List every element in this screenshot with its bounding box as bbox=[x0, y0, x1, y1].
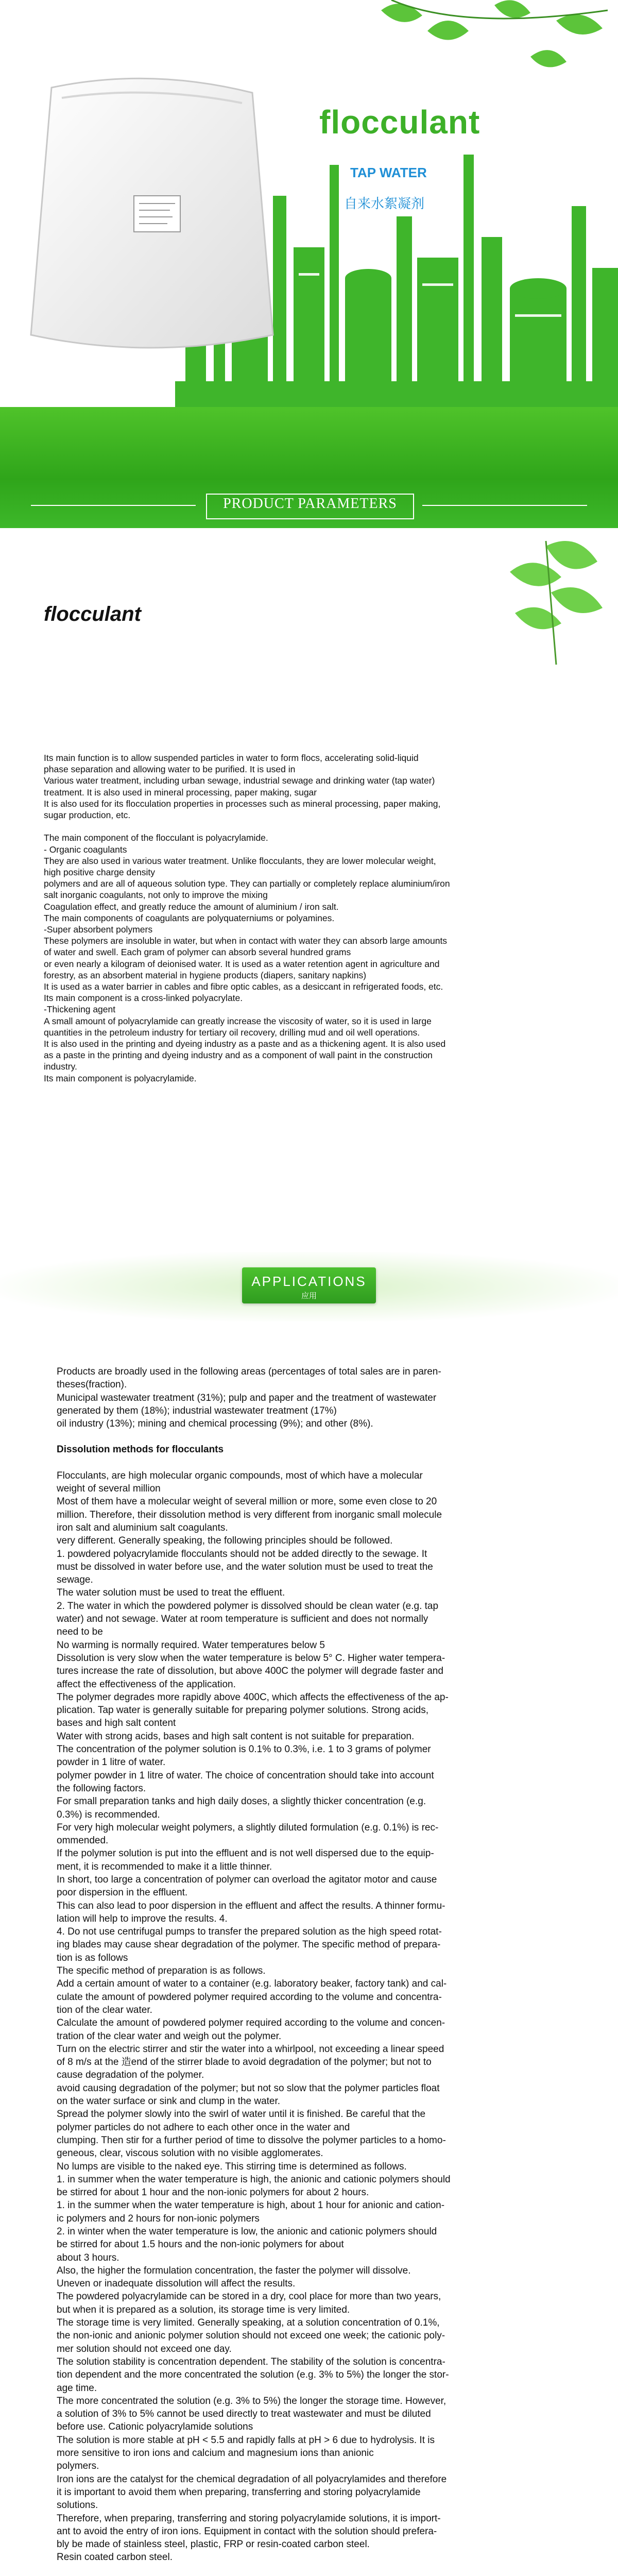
text-line: Its main component is a cross-linked polyacrylate. bbox=[44, 993, 243, 1004]
text-line: before use. Cationic polyacrylamide solutions bbox=[57, 2421, 253, 2433]
text-line: of 8 m/s at the 造end of the stirrer blade to avoid degradation of the polymer; but not to bbox=[57, 2057, 432, 2068]
text-line: Municipal wastewater treatment (31%); pulp and paper and the treatment of wastewater bbox=[57, 1392, 437, 1403]
subsection-heading: Dissolution methods for flocculants bbox=[57, 1444, 224, 1455]
text-line: It is also used in the printing and dyeing industry as a paste and as a thickening agent. It is also used bbox=[44, 1039, 446, 1049]
text-line: No warming is normally required. Water temperatures below 5 bbox=[57, 1639, 325, 1651]
text-line: need to be bbox=[57, 1626, 103, 1638]
spacer bbox=[57, 1430, 572, 1443]
text-line: Various water treatment, including urban sewage, industrial sewage and drinking water (tap water) bbox=[44, 775, 435, 786]
text-line: They are also used in various water treatment. Unlike flocculants, they are lower molecular weight, bbox=[44, 855, 436, 866]
text-line: treatment. It is also used in mineral processing, paper making, sugar bbox=[44, 787, 317, 798]
text-line: ment, it is recommended to make it a little thinner. bbox=[57, 1861, 272, 1872]
text-line: a solution of 3% to 5% cannot be used directly to treat wastewater and must be diluted bbox=[57, 2409, 431, 2420]
band-divider-right bbox=[422, 505, 587, 506]
text-line: polymer particles do not adhere to each other once in the water and bbox=[57, 2122, 350, 2133]
band-divider-left bbox=[31, 505, 196, 506]
text-line: Add a certain amount of water to a container (e.g. laboratory beaker, factory tank) and cal- bbox=[57, 1978, 447, 1990]
description-text bbox=[44, 752, 585, 1084]
text-line: culate the amount of powdered polymer required according to the volume and concentra- bbox=[57, 1991, 442, 2003]
spacer bbox=[57, 1456, 572, 1469]
text-line: plication. Tap water is generally suitable for preparing polymer solutions. Strong acids, bbox=[57, 1705, 429, 1716]
text-line: 2. in winter when the water temperature is low, the anionic and cationic polymers should bbox=[57, 2226, 437, 2237]
text-line: The more concentrated the solution (e.g. 3% to 5%) the longer the storage time. However, bbox=[57, 2395, 447, 2406]
text-line: powder in 1 litre of water. bbox=[57, 1757, 166, 1768]
text-line: cause degradation of the polymer. bbox=[57, 2070, 204, 2081]
text-line: Calculate the amount of powdered polymer required according to the volume and concen- bbox=[57, 2018, 445, 2029]
text-line: million. Therefore, their dissolution method is very different from inorganic small molecule bbox=[57, 1509, 442, 1520]
text-line: polymers and are all of aqueous solution type. They can partially or completely replace aluminium/iron bbox=[44, 878, 450, 889]
text-line: polymers. bbox=[57, 2461, 99, 2472]
product-parameters-title: PRODUCT PARAMETERS bbox=[223, 496, 397, 512]
text-line: or even nearly a kilogram of deionised water. It is used as a water retention agent in agriculture and bbox=[44, 958, 440, 969]
product-bag-image bbox=[15, 57, 283, 366]
text-line: very different. Generally speaking, the following principles should be followed. bbox=[57, 1535, 393, 1547]
text-line: be stirred for about 1.5 hours and the non-ionic polymers for about bbox=[57, 2239, 344, 2250]
text-line: Flocculants, are high molecular organic compounds, most of which have a molecular bbox=[57, 1470, 423, 1481]
text-line: 4. Do not use centrifugal pumps to transfer the prepared solution as the high speed rotat- bbox=[57, 1926, 442, 1938]
text-line: water) and not sewage. Water at room temperature is sufficient and does not normally bbox=[57, 1614, 428, 1625]
text-line: mer solution should not exceed one day. bbox=[57, 2343, 232, 2354]
text-line: ic polymers and 2 hours for non-ionic polymers bbox=[57, 2213, 260, 2224]
text-line: weight of several million bbox=[57, 1483, 161, 1495]
text-line: it is important to avoid them when preparing, transferring and storing polyacrylamide bbox=[57, 2486, 421, 2498]
text-line: theses(fraction). bbox=[57, 1379, 127, 1391]
text-line: Resin coated carbon steel. bbox=[57, 2552, 173, 2563]
text-line: but when it is prepared as a solution, its storage time is very limited. bbox=[57, 2304, 350, 2315]
text-line: the following factors. bbox=[57, 1783, 146, 1794]
text-line: polymer powder in 1 litre of water. The choice of concentration should take into account bbox=[57, 1770, 434, 1781]
text-line: tures increase the rate of dissolution, but above 400C the polymer will degrade faster and bbox=[57, 1666, 443, 1677]
text-line: Uneven or inadequate dissolution will affect the results. bbox=[57, 2278, 296, 2290]
text-line: The solution is more stable at pH < 5.5 and rapidly falls at pH > 6 due to hydrolysis. It is bbox=[57, 2434, 435, 2446]
text-line: -Super absorbent polymers bbox=[44, 924, 153, 935]
text-line: Iron ions are the catalyst for the chemical degradation of all polyacrylamides and therefore bbox=[57, 2473, 447, 2485]
text-line: forestry, as an absorbent material in hygiene products (diapers, sanitary napkins) bbox=[44, 970, 367, 980]
text-line: This can also lead to poor dispersion in the effluent and affect the results. A thinner formu- bbox=[57, 1900, 445, 1911]
text-line: A small amount of polyacrylamide can greatly increase the viscosity of water, so it is used in large bbox=[44, 1015, 432, 1026]
text-line: In short, too large a concentration of polymer can overload the agitator motor and cause bbox=[57, 1874, 437, 1885]
text-line: age time. bbox=[57, 2382, 97, 2394]
text-line: -Thickening agent bbox=[44, 1004, 116, 1015]
text-line: of water and swell. Each gram of polymer can absorb several hundred grams bbox=[44, 947, 351, 958]
text-line: No lumps are visible to the naked eye. This stirring time is determined as follows. bbox=[57, 2161, 407, 2172]
text-line: bly be made of stainless steel, plastic, FRP or resin-coated carbon steel. bbox=[57, 2539, 370, 2550]
text-line: Dissolution is very slow when the water temperature is below 5° C. Higher water tempera- bbox=[57, 1652, 445, 1664]
text-line: generated by them (18%); industrial wastewater treatment (17%) bbox=[57, 1405, 337, 1416]
text-line: the non-ionic and anionic polymer solution should not exceed one week; the cationic poly- bbox=[57, 2330, 445, 2342]
hero-title: flocculant bbox=[319, 104, 480, 141]
text-line: 0.3%) is recommended. bbox=[57, 1809, 160, 1820]
text-line: The powdered polyacrylamide can be stored in a dry, cool place for more than two years, bbox=[57, 2291, 441, 2302]
text-line: salt inorganic coagulants, not only to improve the mixing bbox=[44, 890, 268, 901]
text-line: Its main function is to allow suspended particles in water to form flocs, accelerating solid-liquid bbox=[44, 753, 419, 763]
text-line: more sensitive to iron ions and calcium and magnesium ions than anionic bbox=[57, 2448, 374, 2459]
text-line: oil industry (13%); mining and chemical processing (9%); and other (8%). bbox=[57, 1418, 373, 1430]
text-line: The specific method of preparation is as follows. bbox=[57, 1965, 266, 1977]
text-line: ant to avoid the entry of iron ions. Equipment in contact with the solution should prefera- bbox=[57, 2526, 437, 2537]
text-line: affect the effectiveness of the application. bbox=[57, 1679, 236, 1690]
text-line: iron salt and aluminium salt coagulants. bbox=[57, 1522, 228, 1533]
text-line: Coagulation effect, and greatly reduce the amount of aluminium / iron salt. bbox=[44, 901, 339, 912]
text-line: The main components of coagulants are polyquaterniums or polyamines. bbox=[44, 912, 335, 923]
text-line: must be dissolved in water before use, and the water solution must be used to treat the bbox=[57, 1561, 433, 1572]
text-line: tion is as follows bbox=[57, 1952, 128, 1963]
text-line: sewage. bbox=[57, 1574, 93, 1586]
text-line: ing blades may cause shear degradation of the polymer. The specific method of prepara- bbox=[57, 1939, 441, 1951]
text-line: - Organic coagulants bbox=[44, 844, 127, 855]
text-line: Water with strong acids, bases and high salt content is not suitable for preparation. bbox=[57, 1731, 415, 1742]
text-line bbox=[44, 821, 585, 832]
text-line: as a paste in the printing and dyeing industry and as a component of wall paint in the construction bbox=[44, 1050, 433, 1061]
text-line: sugar production, etc. bbox=[44, 810, 131, 821]
text-line: solutions. bbox=[57, 2500, 98, 2511]
text-line: 1. in the summer when the water temperature is high, about 1 hour for anionic and cation- bbox=[57, 2200, 445, 2211]
text-line: phase separation and allowing water to be purified. It is used in bbox=[44, 764, 296, 775]
text-line: 1. in summer when the water temperature is high, the anionic and cationic polymers should bbox=[57, 2174, 451, 2185]
text-line: ommended. bbox=[57, 1835, 109, 1846]
product-parameters-title-cn: 产品介绍 bbox=[294, 528, 325, 537]
hero-subtitle: TAP WATER bbox=[350, 165, 427, 180]
text-line: tion of the clear water. bbox=[57, 2004, 152, 2015]
text-line: Its main component is polyacrylamide. bbox=[44, 1073, 197, 1083]
text-line: The water solution must be used to treat the effluent. bbox=[57, 1587, 285, 1599]
section-title: flocculant bbox=[44, 603, 141, 625]
text-line: The storage time is very limited. Generally speaking, at a solution concentration of 0.1%, bbox=[57, 2317, 440, 2329]
text-line: clumping. Then stir for a further period of time to dissolve the polymer particles to a homo- bbox=[57, 2134, 446, 2146]
text-line: quantities in the petroleum industry for tertiary oil recovery, drilling mud and oil well operations. bbox=[44, 1027, 420, 1038]
text-line: For small preparation tanks and high daily doses, a slightly thicker concentration (e.g. bbox=[57, 1796, 426, 1807]
text-line: The polymer degrades more rapidly above 400C, which affects the effectiveness of the ap- bbox=[57, 1691, 449, 1703]
text-line: Spread the polymer slowly into the swirl of water until it is finished. Be careful that the bbox=[57, 2109, 426, 2120]
text-line: geneous, clear, viscous solution with no visible agglomerates. bbox=[57, 2148, 323, 2159]
text-line: Products are broadly used in the following areas (percentages of total sales are in paren- bbox=[57, 1366, 441, 1377]
text-line: poor dispersion in the effluent. bbox=[57, 1887, 188, 1899]
text-line: about 3 hours. bbox=[57, 2252, 119, 2263]
text-line: 2. The water in which the powdered polymer is dissolved should be clean water (e.g. tap bbox=[57, 1600, 439, 1612]
text-line: Therefore, when preparing, transferring and storing polyacrylamide solutions, it is import- bbox=[57, 2513, 441, 2524]
text-line: The concentration of the polymer solution is 0.1% to 0.3%, i.e. 1 to 3 grams of polymer bbox=[57, 1744, 431, 1755]
text-line: If the polymer solution is put into the effluent and is not well dispersed due to the equip- bbox=[57, 1848, 434, 1859]
text-line: For very high molecular weight polymers, a slightly diluted formulation (e.g. 0.1%) is rec- bbox=[57, 1822, 439, 1833]
text-line: Turn on the electric stirrer and stir the water into a whirlpool, not exceeding a linear speed bbox=[57, 2043, 444, 2055]
leaves-decoration-icon bbox=[479, 536, 613, 670]
text-line: tration of the clear water and weigh out the polymer. bbox=[57, 2030, 282, 2042]
text-line: These polymers are insoluble in water, but when in contact with water they can absorb large amounts bbox=[44, 936, 448, 946]
text-line: avoid causing degradation of the polymer; but not so slow that the polymer particles float bbox=[57, 2082, 440, 2094]
text-line: The main component of the flocculant is polyacrylamide. bbox=[44, 833, 268, 843]
text-line: lation will help to improve the results. 4. bbox=[57, 1913, 228, 1924]
hero-banner bbox=[0, 0, 618, 479]
applications-title: APPLICATIONS bbox=[251, 1274, 367, 1289]
text-line: on the water surface or sink and clump in the water. bbox=[57, 2096, 281, 2107]
text-line: bases and high salt content bbox=[57, 1718, 176, 1729]
text-line: 1. powdered polyacrylamide flocculants should not be added directly to the sewage. It bbox=[57, 1548, 427, 1560]
text-line: industry. bbox=[44, 1061, 77, 1072]
text-line: The solution stability is concentration dependent. The stability of the solution is concentra- bbox=[57, 2356, 445, 2367]
text-line: Also, the higher the formulation concentration, the faster the polymer will dissolve. bbox=[57, 2265, 411, 2276]
text-line: Most of them have a molecular weight of several million or more, some even close to 20 bbox=[57, 1496, 437, 1507]
text-line: be stirred for about 1 hour and the non-ionic polymers for about 2 hours. bbox=[57, 2187, 369, 2198]
text-line: high positive charge density bbox=[44, 867, 155, 878]
hero-subtitle-cn: 自来水絮凝剂 bbox=[344, 196, 425, 211]
text-line: It is also used for its flocculation properties in processes such as mineral processing, paper making, bbox=[44, 798, 441, 809]
applications-text bbox=[57, 1365, 572, 2564]
green-ground-band bbox=[0, 407, 618, 479]
applications-title-cn: 应用 bbox=[301, 1292, 317, 1300]
text-line: It is used as a water barrier in cables and fibre optic cables, as a desiccant in refrigerated foods, etc. bbox=[44, 981, 443, 992]
leaves-decoration-icon bbox=[360, 0, 618, 88]
text-line: tion dependent and the more concentrated the solution (e.g. 3% to 5%) the longer the stor- bbox=[57, 2369, 449, 2381]
